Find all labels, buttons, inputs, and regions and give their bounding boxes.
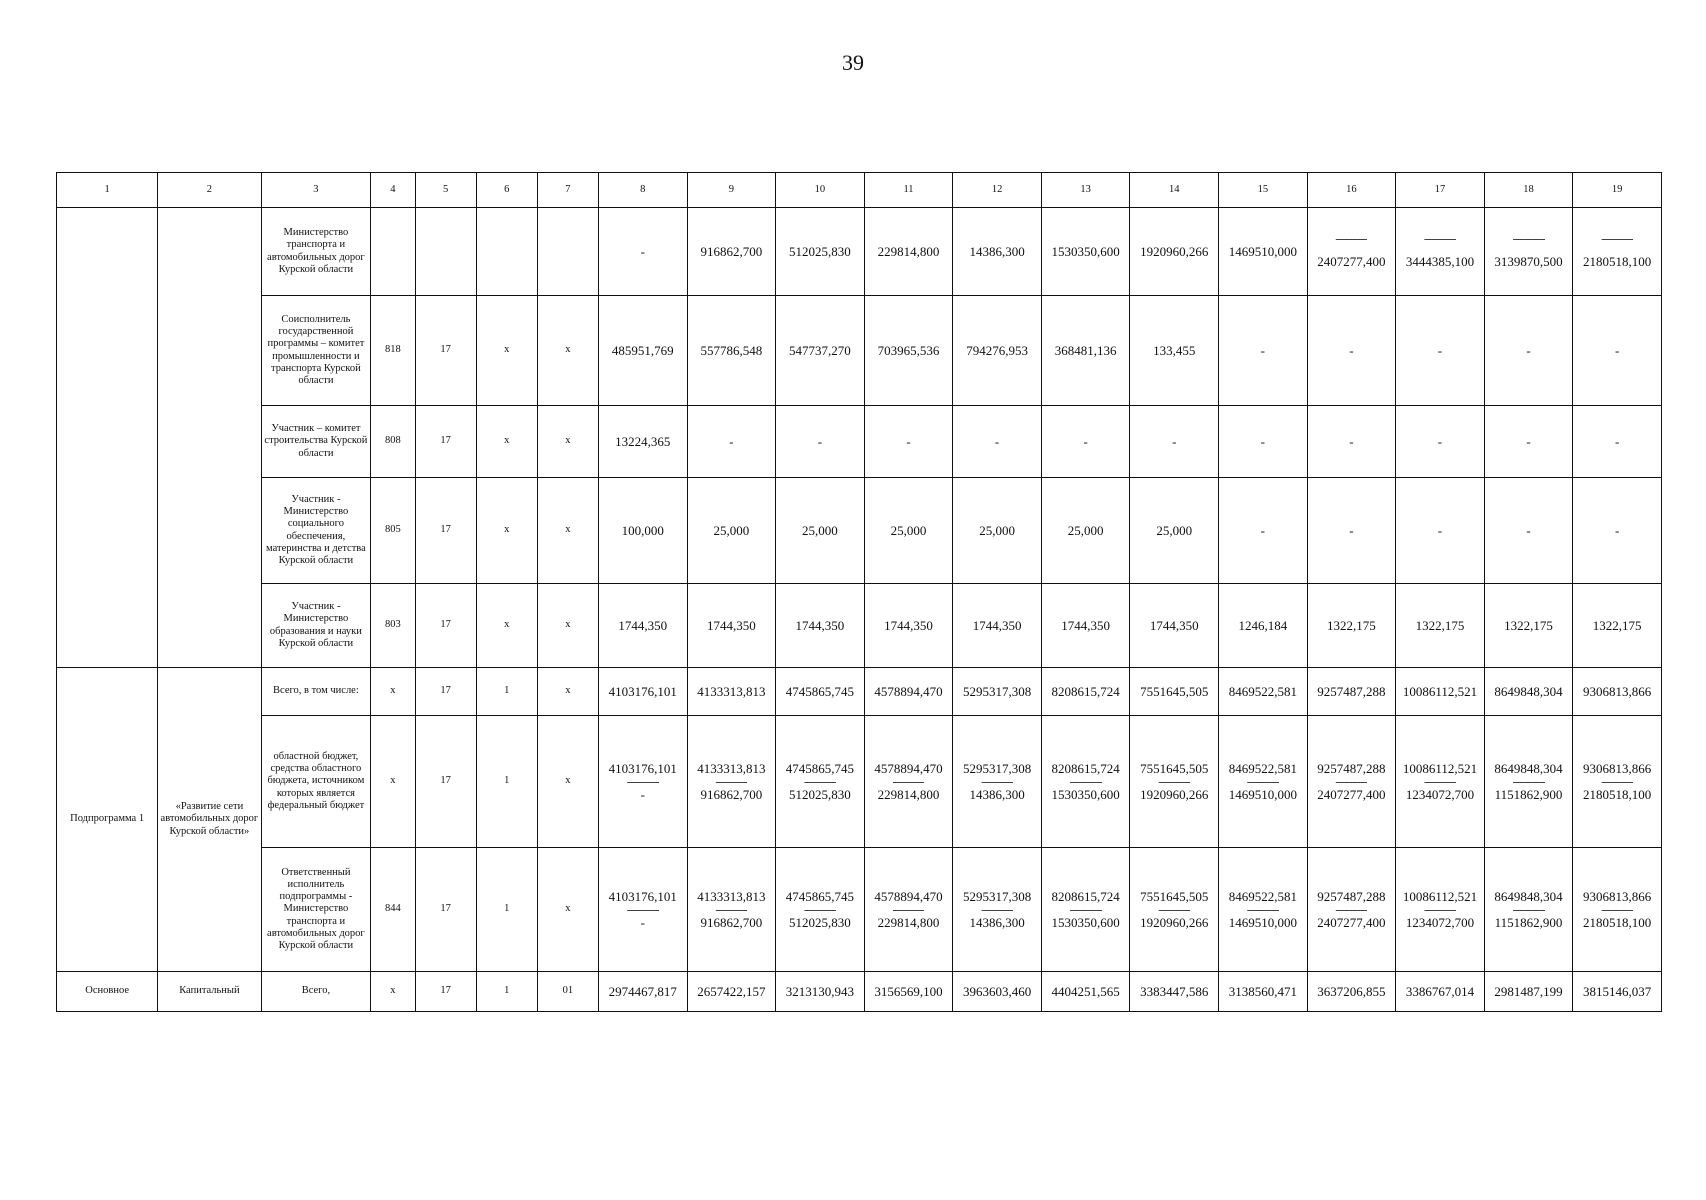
fraction-divider: ------------ — [1512, 904, 1545, 915]
value-cell: 3386767,014 — [1396, 972, 1485, 1012]
value-cell — [1130, 848, 1219, 972]
value-cell: 9306813,866 — [1573, 668, 1662, 716]
value-cell: 13224,365 — [598, 406, 687, 478]
value-bottom: 1151862,900 — [1494, 914, 1563, 930]
value-cell — [1573, 716, 1662, 848]
code-cell: 844 — [371, 848, 415, 972]
value-top: 4578894,470 — [874, 760, 943, 776]
column-header: 17 — [1396, 173, 1485, 208]
value-cell — [864, 716, 953, 848]
responsible-party: Соисполнитель государственной программы – комитет промышленности и транспорта Курской области — [261, 296, 371, 406]
value-fraction — [1487, 234, 1571, 270]
value-cell: - — [1573, 478, 1662, 584]
value-cell: - — [1307, 406, 1396, 478]
value-fraction — [1310, 234, 1394, 270]
fraction-divider: ------------ — [1158, 904, 1191, 915]
value-bottom: 1469510,000 — [1228, 786, 1297, 802]
table-row — [57, 296, 1662, 406]
fraction-divider: ------------ — [981, 904, 1014, 915]
value-cell: 1322,175 — [1484, 584, 1573, 668]
value-cell — [1396, 208, 1485, 296]
code-cell: 1 — [476, 668, 537, 716]
value-fraction — [1575, 234, 1659, 270]
value-cell: - — [1307, 296, 1396, 406]
value-fraction — [690, 889, 774, 930]
fraction-divider: ------------ — [892, 904, 925, 915]
code-cell: 17 — [415, 478, 476, 584]
value-top: 8469522,581 — [1228, 760, 1297, 776]
empty-group-cell — [57, 208, 158, 668]
value-cell — [953, 848, 1042, 972]
value-cell: 14386,300 — [953, 208, 1042, 296]
fraction-divider: ------------ — [1512, 233, 1545, 244]
code-cell: 1 — [476, 972, 537, 1012]
value-fraction — [1132, 761, 1216, 802]
code-cell: 818 — [371, 296, 415, 406]
value-cell: 4103176,101 — [598, 668, 687, 716]
fraction-divider: ------------ — [803, 904, 836, 915]
value-bottom: 3444385,100 — [1405, 253, 1475, 269]
value-bottom: 2180518,100 — [1583, 253, 1652, 269]
column-header: 9 — [687, 173, 776, 208]
value-bottom: 916862,700 — [700, 914, 763, 930]
value-top: 7551645,505 — [1140, 888, 1209, 904]
value-cell: 9257487,288 — [1307, 668, 1396, 716]
value-cell — [1219, 716, 1308, 848]
column-header: 1 — [57, 173, 158, 208]
value-cell — [1396, 716, 1485, 848]
value-top: 4103176,101 — [608, 760, 677, 776]
value-cell: 1744,350 — [687, 584, 776, 668]
column-header: 5 — [415, 173, 476, 208]
value-cell: - — [1219, 478, 1308, 584]
fraction-divider: ------------ — [626, 904, 659, 915]
value-cell: 557786,548 — [687, 296, 776, 406]
value-fraction — [778, 889, 862, 930]
value-cell — [1041, 848, 1130, 972]
column-header: 4 — [371, 173, 415, 208]
value-cell — [598, 716, 687, 848]
code-cell — [476, 208, 537, 296]
value-cell — [1396, 848, 1485, 972]
subprogram-label: Подпрограмма 1 — [57, 668, 158, 972]
value-cell: 2981487,199 — [1484, 972, 1573, 1012]
column-header: 18 — [1484, 173, 1573, 208]
column-header: 11 — [864, 173, 953, 208]
value-cell: 100,000 — [598, 478, 687, 584]
value-cell: 4404251,565 — [1041, 972, 1130, 1012]
column-header: 8 — [598, 173, 687, 208]
value-cell: 3637206,855 — [1307, 972, 1396, 1012]
value-cell: 4745865,745 — [776, 668, 865, 716]
code-cell: х — [537, 668, 598, 716]
value-bottom: 2180518,100 — [1583, 786, 1652, 802]
value-cell: 3156569,100 — [864, 972, 953, 1012]
code-cell: х — [371, 716, 415, 848]
code-cell: х — [476, 296, 537, 406]
value-bottom: 916862,700 — [700, 786, 763, 802]
code-cell: х — [537, 848, 598, 972]
value-bottom: 1469510,000 — [1228, 914, 1297, 930]
value-cell: 794276,953 — [953, 296, 1042, 406]
value-top: 4133313,813 — [697, 888, 766, 904]
main-event-label: Основное — [57, 972, 158, 1012]
value-cell — [776, 848, 865, 972]
value-fraction — [778, 761, 862, 802]
table-row — [57, 848, 1662, 972]
value-top: 8649848,304 — [1494, 760, 1563, 776]
code-cell: 805 — [371, 478, 415, 584]
value-cell: 25,000 — [687, 478, 776, 584]
value-cell: - — [1219, 296, 1308, 406]
value-cell — [1307, 716, 1396, 848]
value-top: 9257487,288 — [1317, 888, 1386, 904]
value-cell: - — [1396, 296, 1485, 406]
column-header: 14 — [1130, 173, 1219, 208]
value-bottom: 229814,800 — [877, 914, 940, 930]
value-top: 10086112,521 — [1402, 760, 1478, 776]
responsible-party: Министерство транспорта и автомобильных дорог Курской области — [261, 208, 371, 296]
value-top: 4133313,813 — [697, 760, 766, 776]
value-top: 5295317,308 — [962, 888, 1032, 904]
value-top: 8208615,724 — [1051, 888, 1120, 904]
value-cell: 2657422,157 — [687, 972, 776, 1012]
value-cell: 25,000 — [776, 478, 865, 584]
value-bottom: 14386,300 — [969, 786, 1025, 802]
value-cell: 4133313,813 — [687, 668, 776, 716]
value-cell — [864, 848, 953, 972]
value-cell: - — [687, 406, 776, 478]
value-cell: - — [1396, 406, 1485, 478]
header-row — [57, 173, 1662, 208]
value-cell — [1307, 848, 1396, 972]
value-cell: 1744,350 — [776, 584, 865, 668]
code-cell: 808 — [371, 406, 415, 478]
fraction-divider: ------------ — [803, 776, 836, 787]
value-cell: 229814,800 — [864, 208, 953, 296]
responsible-party: Участник – комитет строительства Курской области — [261, 406, 371, 478]
value-cell: 25,000 — [864, 478, 953, 584]
value-cell: 1744,350 — [1041, 584, 1130, 668]
value-fraction — [1044, 889, 1128, 930]
code-cell: х — [537, 716, 598, 848]
code-cell: х — [537, 584, 598, 668]
value-bottom: 1234072,700 — [1405, 786, 1475, 802]
value-cell: - — [1396, 478, 1485, 584]
value-cell: 3213130,943 — [776, 972, 865, 1012]
value-top: 4578894,470 — [874, 888, 943, 904]
code-cell: 17 — [415, 668, 476, 716]
code-cell: 17 — [415, 972, 476, 1012]
value-cell — [1041, 716, 1130, 848]
code-cell: х — [537, 296, 598, 406]
value-cell: - — [1484, 296, 1573, 406]
code-cell — [537, 208, 598, 296]
value-bottom: 1234072,700 — [1405, 914, 1475, 930]
code-cell: 1 — [476, 716, 537, 848]
value-bottom: - — [640, 914, 645, 930]
value-cell: 485951,769 — [598, 296, 687, 406]
column-header: 12 — [953, 173, 1042, 208]
value-cell: 1530350,600 — [1041, 208, 1130, 296]
value-fraction — [601, 889, 685, 930]
value-cell: 1322,175 — [1573, 584, 1662, 668]
value-fraction — [1310, 889, 1394, 930]
value-cell — [687, 848, 776, 972]
value-bottom: 2407277,400 — [1317, 253, 1386, 269]
value-cell: 368481,136 — [1041, 296, 1130, 406]
value-bottom: 2407277,400 — [1317, 914, 1386, 930]
value-cell — [1219, 848, 1308, 972]
code-cell: х — [476, 584, 537, 668]
column-header: 13 — [1041, 173, 1130, 208]
value-cell: 1744,350 — [864, 584, 953, 668]
value-fraction — [1044, 761, 1128, 802]
value-fraction — [1221, 889, 1305, 930]
fraction-divider: ------------ — [1601, 904, 1634, 915]
responsible-party: Участник - Министерство образования и науки Курской области — [261, 584, 371, 668]
value-cell: 25,000 — [1041, 478, 1130, 584]
value-cell — [1484, 208, 1573, 296]
value-fraction — [601, 761, 685, 802]
value-cell: 703965,536 — [864, 296, 953, 406]
code-cell: 17 — [415, 848, 476, 972]
code-cell: х — [537, 406, 598, 478]
value-cell — [953, 716, 1042, 848]
value-fraction — [955, 889, 1039, 930]
value-fraction — [1132, 889, 1216, 930]
responsible-party: Всего, — [261, 972, 371, 1012]
budget-table — [56, 172, 1662, 1012]
value-cell — [1573, 208, 1662, 296]
fraction-divider: ------------ — [715, 904, 748, 915]
value-cell: 3963603,460 — [953, 972, 1042, 1012]
column-header: 7 — [537, 173, 598, 208]
value-cell: - — [1219, 406, 1308, 478]
fraction-divider: ------------ — [715, 776, 748, 787]
value-cell: 8649848,304 — [1484, 668, 1573, 716]
code-cell: 17 — [415, 296, 476, 406]
fraction-divider: ------------ — [1423, 233, 1456, 244]
fraction-divider: ------------ — [1335, 904, 1368, 915]
fraction-divider: ------------ — [892, 776, 925, 787]
value-bottom: 512025,830 — [789, 914, 851, 930]
fraction-divider: ------------ — [1601, 776, 1634, 787]
value-cell — [1130, 716, 1219, 848]
fraction-divider: ------------ — [1069, 904, 1102, 915]
table-row — [57, 406, 1662, 478]
value-cell: 5295317,308 — [953, 668, 1042, 716]
value-cell: 2974467,817 — [598, 972, 687, 1012]
value-bottom: 1530350,600 — [1051, 786, 1120, 802]
value-top: 4103176,101 — [608, 888, 677, 904]
code-cell: х — [476, 478, 537, 584]
value-bottom: 2180518,100 — [1583, 914, 1652, 930]
column-header: 2 — [158, 173, 261, 208]
value-cell: - — [1484, 478, 1573, 584]
value-cell — [1307, 208, 1396, 296]
fraction-divider: ------------ — [1601, 233, 1634, 244]
code-cell: 1 — [476, 848, 537, 972]
value-top: 4745865,745 — [785, 888, 855, 904]
value-cell: - — [1041, 406, 1130, 478]
fraction-divider: ------------ — [1246, 904, 1279, 915]
code-cell: х — [371, 668, 415, 716]
value-cell: 25,000 — [953, 478, 1042, 584]
value-fraction — [867, 761, 951, 802]
value-bottom: - — [640, 786, 645, 802]
column-header: 19 — [1573, 173, 1662, 208]
value-fraction — [1575, 889, 1659, 930]
value-fraction — [690, 761, 774, 802]
value-cell: 3138560,471 — [1219, 972, 1308, 1012]
table-row — [57, 584, 1662, 668]
value-cell — [598, 848, 687, 972]
responsible-party: Всего, в том числе: — [261, 668, 371, 716]
value-cell — [687, 716, 776, 848]
fraction-divider: ------------ — [1512, 776, 1545, 787]
value-cell: 1744,350 — [1130, 584, 1219, 668]
value-top: 8469522,581 — [1228, 888, 1297, 904]
code-cell: 17 — [415, 584, 476, 668]
value-fraction — [1398, 234, 1482, 270]
value-cell: 1322,175 — [1396, 584, 1485, 668]
value-top: 7551645,505 — [1140, 760, 1209, 776]
value-top: 9306813,866 — [1583, 888, 1652, 904]
fraction-divider: ------------ — [1423, 904, 1456, 915]
value-cell: 8469522,581 — [1219, 668, 1308, 716]
value-cell: 512025,830 — [776, 208, 865, 296]
responsible-party: Участник - Министерство социального обеспечения, материнства и детства Курской области — [261, 478, 371, 584]
value-bottom: 229814,800 — [877, 786, 940, 802]
value-cell: - — [598, 208, 687, 296]
value-fraction — [867, 889, 951, 930]
fraction-divider: ------------ — [1246, 776, 1279, 787]
fraction-divider: ------------ — [1423, 776, 1456, 787]
value-cell: 1469510,000 — [1219, 208, 1308, 296]
value-cell — [1573, 848, 1662, 972]
column-header: 16 — [1307, 173, 1396, 208]
value-bottom: 512025,830 — [789, 786, 851, 802]
page-number: 39 — [842, 50, 864, 75]
value-cell — [776, 716, 865, 848]
value-cell — [1484, 848, 1573, 972]
value-top: 9257487,288 — [1317, 760, 1386, 776]
value-cell: 10086112,521 — [1396, 668, 1485, 716]
value-cell: 3383447,586 — [1130, 972, 1219, 1012]
empty-group-cell — [158, 208, 261, 668]
value-cell: 8208615,724 — [1041, 668, 1130, 716]
table-row — [57, 668, 1662, 716]
value-fraction — [955, 761, 1039, 802]
column-header: 10 — [776, 173, 865, 208]
value-cell: - — [953, 406, 1042, 478]
fraction-divider: ------------ — [1335, 233, 1368, 244]
value-top: 8649848,304 — [1494, 888, 1563, 904]
value-cell: 1744,350 — [953, 584, 1042, 668]
value-cell: - — [1573, 406, 1662, 478]
value-top: 8208615,724 — [1051, 760, 1120, 776]
value-cell: 7551645,505 — [1130, 668, 1219, 716]
value-fraction — [1487, 761, 1571, 802]
value-bottom: 1920960,266 — [1140, 786, 1209, 802]
fraction-divider: ------------ — [981, 776, 1014, 787]
value-fraction — [1221, 761, 1305, 802]
value-cell: 4578894,470 — [864, 668, 953, 716]
table-row — [57, 208, 1662, 296]
value-fraction — [1310, 761, 1394, 802]
value-top: 5295317,308 — [962, 760, 1032, 776]
value-top: 10086112,521 — [1402, 888, 1478, 904]
column-header: 15 — [1219, 173, 1308, 208]
value-top: 9306813,866 — [1583, 760, 1652, 776]
fraction-divider: ------------ — [1335, 776, 1368, 787]
value-cell: - — [1573, 296, 1662, 406]
value-cell: 1744,350 — [598, 584, 687, 668]
value-cell: 1246,184 — [1219, 584, 1308, 668]
table-row — [57, 972, 1662, 1012]
code-cell: х — [371, 972, 415, 1012]
fraction-divider: ------------ — [1158, 776, 1191, 787]
value-cell: 547737,270 — [776, 296, 865, 406]
code-cell: 803 — [371, 584, 415, 668]
code-cell: х — [537, 478, 598, 584]
value-bottom: 1151862,900 — [1494, 786, 1563, 802]
code-cell — [415, 208, 476, 296]
value-fraction — [1575, 761, 1659, 802]
value-cell: 916862,700 — [687, 208, 776, 296]
column-header: 3 — [261, 173, 371, 208]
value-cell: 25,000 — [1130, 478, 1219, 584]
table-row — [57, 716, 1662, 848]
subprogram-title: «Развитие сети автомобильных дорог Курской области» — [158, 668, 261, 972]
value-cell: - — [1307, 478, 1396, 584]
code-cell — [371, 208, 415, 296]
value-bottom: 1920960,266 — [1140, 914, 1209, 930]
value-bottom: 1530350,600 — [1051, 914, 1120, 930]
value-cell — [1484, 716, 1573, 848]
value-fraction — [1398, 889, 1482, 930]
value-bottom: 3139870,500 — [1494, 253, 1563, 269]
responsible-party: областной бюджет, средства областного бюджета, источником которых является федеральный бюджет — [261, 716, 371, 848]
value-cell: - — [1484, 406, 1573, 478]
value-bottom: 2407277,400 — [1317, 786, 1386, 802]
main-event-title: Капитальный — [158, 972, 261, 1012]
code-cell: х — [476, 406, 537, 478]
value-cell: 3815146,037 — [1573, 972, 1662, 1012]
responsible-party: Ответственный исполнитель подпрограммы - Министерство транспорта и автомобильных дорог Курской области — [261, 848, 371, 972]
fraction-divider: ------------ — [626, 776, 659, 787]
value-bottom: 14386,300 — [969, 914, 1025, 930]
fraction-divider: ------------ — [1069, 776, 1102, 787]
value-cell: 1920960,266 — [1130, 208, 1219, 296]
code-cell: 17 — [415, 716, 476, 848]
table-row — [57, 478, 1662, 584]
value-fraction — [1398, 761, 1482, 802]
value-cell: - — [1130, 406, 1219, 478]
code-cell: 01 — [537, 972, 598, 1012]
code-cell: 17 — [415, 406, 476, 478]
column-header: 6 — [476, 173, 537, 208]
value-cell: - — [864, 406, 953, 478]
value-cell: - — [776, 406, 865, 478]
value-fraction — [1487, 889, 1571, 930]
value-cell: 1322,175 — [1307, 584, 1396, 668]
value-cell: 133,455 — [1130, 296, 1219, 406]
value-top: 4745865,745 — [785, 760, 855, 776]
